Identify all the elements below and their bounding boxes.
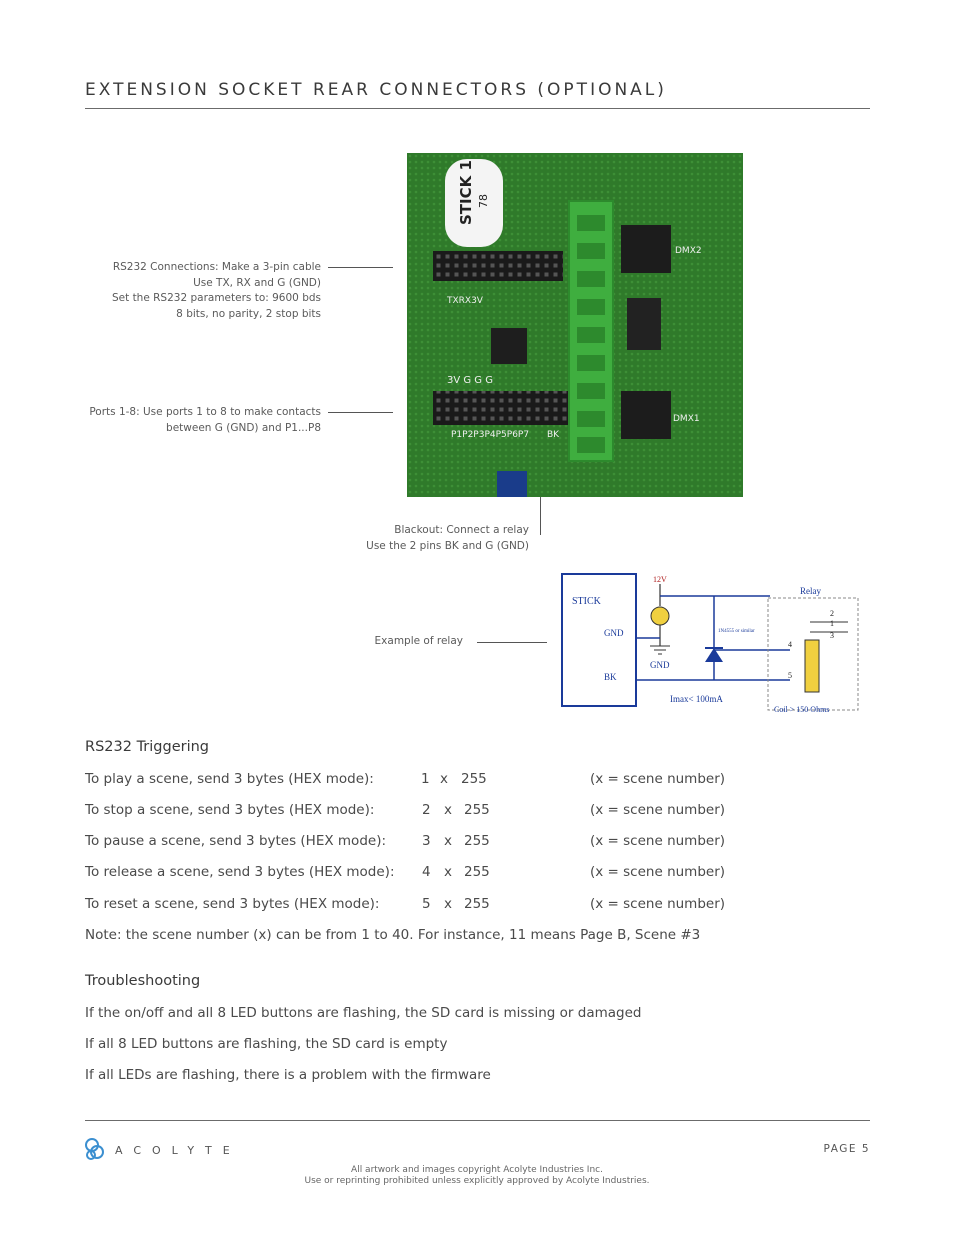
rs232-leader-line bbox=[328, 267, 393, 268]
byte-x: x bbox=[444, 864, 452, 880]
byte-3: 255 bbox=[461, 771, 487, 787]
stick-label: STICK 1 bbox=[457, 160, 475, 225]
logo-mark bbox=[86, 1139, 103, 1159]
byte-x: x bbox=[444, 802, 452, 818]
diagram-pin1: 1 bbox=[830, 619, 834, 628]
troubleshooting-item: If the on/off and all 8 LED buttons are flashing, the SD card is missing or damaged bbox=[85, 1005, 642, 1021]
byte-x: x bbox=[444, 896, 452, 912]
callout-line: Use the 2 pins BK and G (GND) bbox=[366, 539, 529, 552]
dmx2-chip bbox=[621, 225, 671, 273]
vggg-label: 3V G G G bbox=[447, 375, 493, 386]
diagram-pin2: 2 bbox=[830, 609, 834, 618]
diagram-pin4: 4 bbox=[788, 640, 792, 649]
terminal-screws bbox=[577, 215, 605, 453]
copyright-line: Use or reprinting prohibited unless explicitly approved by Acolyte Industries. bbox=[304, 1176, 650, 1186]
command-label: To reset a scene, send 3 bytes (HEX mode): bbox=[85, 896, 380, 912]
logo-wordmark: ACOLYTE bbox=[115, 1144, 241, 1157]
diagram-pin5: 5 bbox=[788, 671, 792, 680]
callout-line: 8 bits, no parity, 2 stop bits bbox=[176, 307, 321, 320]
command-label: To pause a scene, send 3 bytes (HEX mode): bbox=[85, 833, 387, 849]
troubleshooting-item: If all 8 LED buttons are flashing, the SD card is empty bbox=[85, 1036, 448, 1052]
blue-component bbox=[497, 471, 527, 497]
relay-coil bbox=[805, 640, 819, 692]
diagram-gnd-label: GND bbox=[604, 628, 624, 638]
diagram-diode-label: 1N4555 or similar bbox=[718, 629, 755, 634]
relay-diagram bbox=[560, 570, 862, 718]
diagram-imax-label: Imax< 100mA bbox=[670, 694, 723, 704]
copyright-notice bbox=[0, 1165, 954, 1187]
byte-1: 2 bbox=[422, 802, 431, 818]
rs232-heading: RS232 Triggering bbox=[85, 739, 209, 755]
callout-line: Blackout: Connect a relay bbox=[394, 524, 529, 536]
troubleshooting-item: If all LEDs are flashing, there is a problem with the firmware bbox=[85, 1067, 491, 1083]
callout-line: RS232 Connections: Make a 3-pin cable bbox=[112, 261, 321, 273]
rs232-pin-header bbox=[433, 251, 563, 281]
diagram-bk-label: BK bbox=[604, 672, 617, 682]
dmx2-label: DMX2 bbox=[675, 246, 702, 256]
acolyte-logo bbox=[83, 1136, 253, 1162]
ports-leader-line bbox=[328, 412, 393, 413]
blackout-callout bbox=[366, 523, 529, 554]
footer-rule bbox=[85, 1120, 870, 1121]
command-note: (x = scene number) bbox=[590, 896, 726, 912]
byte-1: 5 bbox=[422, 896, 431, 912]
led-indicator bbox=[651, 607, 669, 625]
relay-leader-line bbox=[477, 642, 547, 643]
capacitor bbox=[627, 298, 661, 350]
command-note: (x = scene number) bbox=[590, 802, 726, 818]
byte-3: 255 bbox=[464, 802, 490, 818]
stick-sub-label: 78 bbox=[477, 194, 490, 208]
copyright-line: All artwork and images copyright Acolyte Industries Inc. bbox=[351, 1165, 603, 1175]
page-title: EXTENSION SOCKET REAR CONNECTORS (OPTIONAL) bbox=[85, 80, 667, 100]
command-note: (x = scene number) bbox=[590, 864, 726, 880]
byte-3: 255 bbox=[464, 896, 490, 912]
pcb-photo bbox=[407, 153, 743, 497]
callout-line: between G (GND) and P1...P8 bbox=[166, 421, 321, 434]
diagram-12v-label: 12V bbox=[653, 575, 667, 584]
ports-callout bbox=[89, 405, 321, 436]
command-label: To release a scene, send 3 bytes (HEX mode): bbox=[85, 864, 395, 880]
troubleshooting-heading: Troubleshooting bbox=[85, 973, 201, 989]
title-rule bbox=[85, 108, 870, 109]
byte-x: x bbox=[444, 833, 452, 849]
byte-3: 255 bbox=[464, 833, 490, 849]
diagram-stick-label: STICK bbox=[572, 596, 601, 607]
ports-pin-header bbox=[433, 391, 568, 425]
rs232-callout bbox=[112, 260, 321, 322]
command-note: (x = scene number) bbox=[590, 833, 726, 849]
scene-number-note: Note: the scene number (x) can be from 1 to 40. For instance, 11 means Page B, Scene #3 bbox=[85, 927, 701, 943]
command-label: To stop a scene, send 3 bytes (HEX mode): bbox=[85, 802, 375, 818]
dmx1-label: DMX1 bbox=[673, 414, 700, 424]
ic-chip bbox=[491, 328, 527, 364]
ports-label: P1P2P3P4P5P6P7 bbox=[451, 430, 530, 440]
dmx1-chip bbox=[621, 391, 671, 439]
byte-3: 255 bbox=[464, 864, 490, 880]
byte-x: x bbox=[440, 771, 448, 787]
bk-label: BK bbox=[547, 430, 560, 440]
page-number: PAGE 5 bbox=[823, 1143, 870, 1155]
command-label: To play a scene, send 3 bytes (HEX mode): bbox=[85, 771, 374, 787]
txrx-label: TXRX3V bbox=[447, 296, 483, 306]
callout-line: Use TX, RX and G (GND) bbox=[193, 276, 321, 289]
diagram-pin3: 3 bbox=[830, 631, 834, 640]
byte-1: 1 bbox=[421, 771, 430, 787]
relay-example-callout: Example of relay bbox=[374, 635, 463, 647]
diagram-coil-label: Coil > 150 Ohms bbox=[774, 705, 830, 714]
diagram-relay-label: Relay bbox=[800, 586, 821, 596]
callout-line: Set the RS232 parameters to: 9600 bds bbox=[111, 292, 321, 304]
diagram-gnd2-label: GND bbox=[650, 660, 670, 670]
byte-1: 3 bbox=[422, 833, 431, 849]
byte-1: 4 bbox=[422, 864, 431, 880]
command-note: (x = scene number) bbox=[590, 771, 726, 787]
callout-line: Ports 1-8: Use ports 1 to 8 to make contacts bbox=[89, 406, 321, 418]
